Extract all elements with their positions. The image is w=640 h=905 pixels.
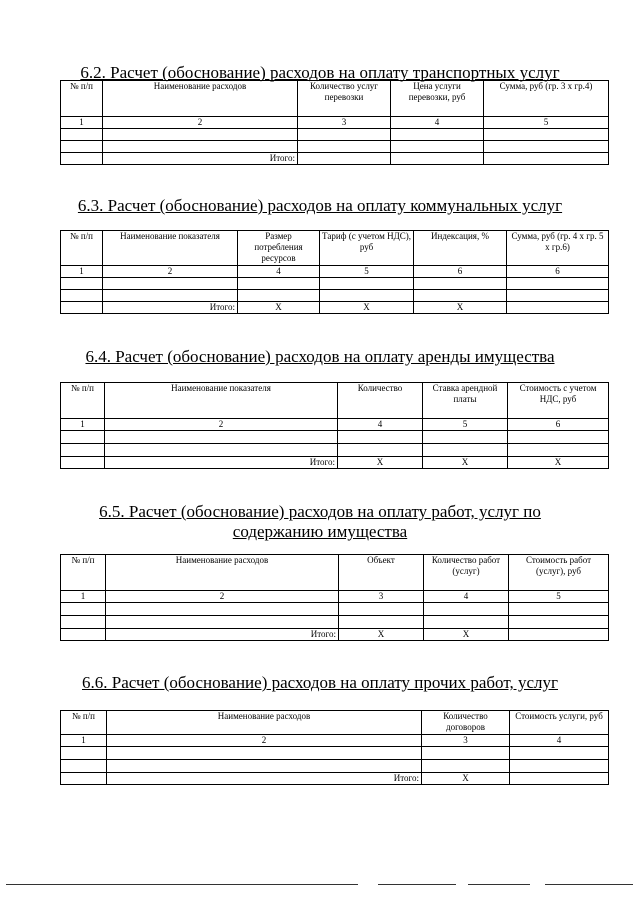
column-number: 2 — [106, 591, 339, 603]
table-row — [61, 603, 609, 616]
column-number-row — [61, 735, 609, 747]
header-cell: Стоимость работ (услуг), руб — [509, 555, 609, 591]
total-label: Итого: — [103, 302, 238, 314]
column-number: 4 — [424, 591, 509, 603]
section-6-6-title: 6.6. Расчет (обоснование) расходов на оплату прочих работ, услуг — [82, 673, 558, 692]
header-cell: Стоимость услуги, руб — [510, 711, 609, 735]
header-cell: № п/п — [61, 383, 105, 419]
transport-services-table — [60, 80, 609, 165]
section-6-3-title: 6.3. Расчет (обоснование) расходов на оплату коммунальных услуг — [77, 196, 563, 215]
header-cell: Наименование показателя — [103, 231, 238, 266]
header-cell: Наименование показателя — [105, 383, 338, 419]
column-number: 1 — [61, 591, 106, 603]
header-cell: Сумма, руб (гр. 3 х гр.4) — [484, 81, 609, 117]
column-number: 6 — [507, 266, 609, 278]
table-row — [61, 278, 609, 290]
section-6-5-title-line-2: содержанию имущества — [232, 522, 408, 541]
header-cell: Индексация, % — [414, 231, 507, 266]
x-mark: X — [508, 457, 609, 469]
header-cell: Количество договоров — [422, 711, 510, 735]
header-cell: Сумма, руб (гр. 4 х гр. 5 х гр.6) — [507, 231, 609, 266]
footer-scan-line — [545, 884, 633, 885]
column-number: 4 — [238, 266, 320, 278]
footer-scan-line — [378, 884, 456, 885]
section-6-5-title-line-1: 6.5. Расчет (обоснование) расходов на оплату работ, услуг по — [99, 502, 541, 521]
header-cell: № п/п — [61, 711, 107, 735]
column-number-row — [61, 419, 609, 431]
header-cell: № п/п — [61, 81, 103, 117]
header-cell: Тариф (с учетом НДС), руб — [320, 231, 414, 266]
total-label: Итого: — [103, 153, 298, 165]
column-number: 2 — [107, 735, 422, 747]
total-label: Итого: — [107, 773, 422, 785]
header-cell: Количество работ (услуг) — [424, 555, 509, 591]
column-number: 6 — [414, 266, 507, 278]
x-mark: X — [422, 773, 510, 785]
column-number: 4 — [338, 419, 423, 431]
x-mark: X — [414, 302, 507, 314]
column-number: 6 — [508, 419, 609, 431]
total-row — [61, 629, 609, 641]
column-number: 2 — [103, 266, 238, 278]
x-mark: X — [339, 629, 424, 641]
table-row — [61, 129, 609, 141]
x-mark: X — [338, 457, 423, 469]
header-cell: Количество — [338, 383, 423, 419]
section-6-4-title: 6.4. Расчет (обоснование) расходов на оплату аренды имущества — [85, 347, 555, 366]
table-row — [61, 760, 609, 773]
table-header-row — [61, 555, 609, 591]
column-number: 5 — [423, 419, 508, 431]
total-label: Итого: — [106, 629, 339, 641]
total-label: Итого: — [105, 457, 338, 469]
column-number: 3 — [298, 117, 391, 129]
column-number: 2 — [103, 117, 298, 129]
footer-scan-line — [468, 884, 530, 885]
column-number: 2 — [105, 419, 338, 431]
header-cell: № п/п — [61, 555, 106, 591]
footer-scan-line — [6, 884, 358, 885]
table-row — [61, 616, 609, 629]
table-row — [61, 431, 609, 444]
column-number: 3 — [422, 735, 510, 747]
column-number-row — [61, 591, 609, 603]
property-rent-table — [60, 382, 609, 469]
header-cell: Стоимость с учетом НДС, руб — [508, 383, 609, 419]
utilities-table — [60, 230, 609, 314]
other-services-table — [60, 710, 609, 785]
header-cell: № п/п — [61, 231, 103, 266]
table-row — [61, 444, 609, 457]
table-header-row — [61, 231, 609, 266]
header-cell: Наименование расходов — [106, 555, 339, 591]
table-header-row — [61, 383, 609, 419]
section-6-2-title: 6.2. Расчет (обоснование) расходов на оплату транспортных услуг — [80, 63, 560, 82]
total-row — [61, 773, 609, 785]
header-cell: Ставка арендной платы — [423, 383, 508, 419]
column-number: 1 — [61, 419, 105, 431]
column-number: 3 — [339, 591, 424, 603]
total-row — [61, 302, 609, 314]
x-mark: X — [424, 629, 509, 641]
header-cell: Наименование расходов — [103, 81, 298, 117]
column-number: 5 — [484, 117, 609, 129]
column-number: 5 — [509, 591, 609, 603]
property-maintenance-table — [60, 554, 609, 641]
column-number: 1 — [61, 266, 103, 278]
column-number: 4 — [391, 117, 484, 129]
total-row — [61, 457, 609, 469]
column-number: 5 — [320, 266, 414, 278]
x-mark: X — [423, 457, 508, 469]
header-cell: Количество услуг перевозки — [298, 81, 391, 117]
table-header-row — [61, 711, 609, 735]
column-number: 1 — [61, 735, 107, 747]
header-cell: Наименование расходов — [107, 711, 422, 735]
table-row — [61, 747, 609, 760]
header-cell: Размер потребления ресурсов — [238, 231, 320, 266]
table-row — [61, 141, 609, 153]
x-mark: X — [238, 302, 320, 314]
column-number-row — [61, 266, 609, 278]
column-number-row — [61, 117, 609, 129]
x-mark: X — [320, 302, 414, 314]
table-header-row — [61, 81, 609, 117]
table-row — [61, 290, 609, 302]
header-cell: Цена услуги перевозки, руб — [391, 81, 484, 117]
column-number: 4 — [510, 735, 609, 747]
total-row — [61, 153, 609, 165]
header-cell: Объект — [339, 555, 424, 591]
column-number: 1 — [61, 117, 103, 129]
